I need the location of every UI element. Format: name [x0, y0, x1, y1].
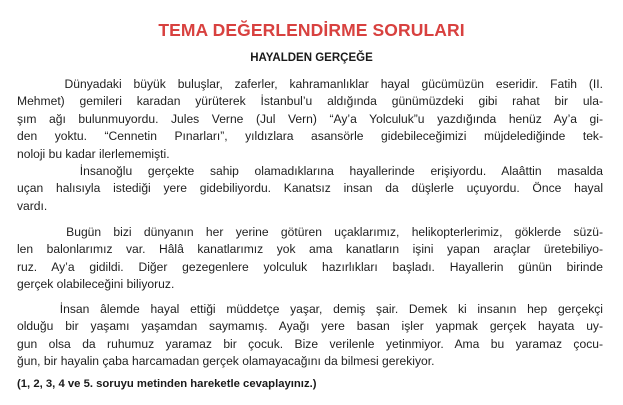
- paragraph-line: vardı.: [17, 198, 48, 213]
- paragraph-line: İnsan âlemde hayal ettiği müddetçe yaşar, demiş şair. Demek ki insanın hep gerçekçi: [17, 302, 603, 316]
- paragraph-line: şım ağı bulunmuyordu. Jules Verne (Jul Vern) “Ay’a Yolculuk”u yazdığında henüz Ay’a gi-: [17, 111, 603, 126]
- paragraph-line: len balonlarımız var. Hâlâ kanatlarımız yok ama kanatların işini yapan araçlar üretebiliyo-: [17, 242, 603, 257]
- paragraph-line: uçan halısıyla istediği yere gidebiliyordu. Kanatsız insan da düşlerle uçuyordu. Önce hayal: [17, 181, 603, 196]
- paragraph-3: [17, 224, 603, 294]
- paragraph-1: [17, 76, 603, 163]
- paragraph-2: [17, 163, 603, 215]
- paragraph-line: noloji bu kadar ilerlememişti.: [17, 146, 170, 161]
- paragraph-line: ğun, bir hayalin çaba harcamadan gerçek olamayacağını da bilmesi gerekiyor.: [17, 354, 435, 369]
- paragraph-line: Bugün bizi dünyanın her yerine götüren uçaklarımız, helikopterlerimiz, göklerde süzü-: [17, 225, 603, 239]
- instruction-text: (1, 2, 3, 4 ve 5. soruyu metinden hareketle cevaplayınız.): [17, 378, 317, 390]
- paragraph-line: Dünyadaki büyük buluşlar, zaferler, kahramanlıklar hayal gücümüzün eseridir. Fatih (II.: [17, 77, 603, 91]
- paragraph-line: Mehmet) gemileri karadan yürüterek İstanbul’u aldığında günümüzdeki gibi rahat bir ula-: [17, 94, 603, 109]
- paragraph-line: İnsanoğlu gerçekte sahip olamadıklarına hayallerinde erişiyordu. Alaâttin masalda: [17, 164, 603, 178]
- page-title: TEMA DEĞERLENDİRME SORULARI: [158, 20, 465, 40]
- paragraph-line: olduğu bir yaşamı yaşamdan saymamış. Ayağı yere basan işler yapmak gerçek hayata uy-: [17, 319, 603, 334]
- paragraph-line: ruz. Ay’a gidildi. Diğer gezegenlere yolculuk hazırlıkları başladı. Hayallerin günün birinde: [17, 259, 603, 274]
- paragraph-4: [17, 301, 603, 371]
- paragraph-line: gun olsa da ruhumuz yaramaz bir çocuk. Bize verilenle yetinmiyor. Ama bu yaramaz çocu-: [17, 336, 603, 351]
- text-title: HAYALDEN GERÇEĞE: [250, 52, 373, 64]
- paragraph-line: gerçek olabileceğini biliyoruz.: [17, 277, 175, 292]
- paragraph-line: den yoktu. “Cennetin Pınarları”, yıldızlara asansörle gidebileceğimizi müjdelediğinde tek-: [17, 129, 603, 144]
